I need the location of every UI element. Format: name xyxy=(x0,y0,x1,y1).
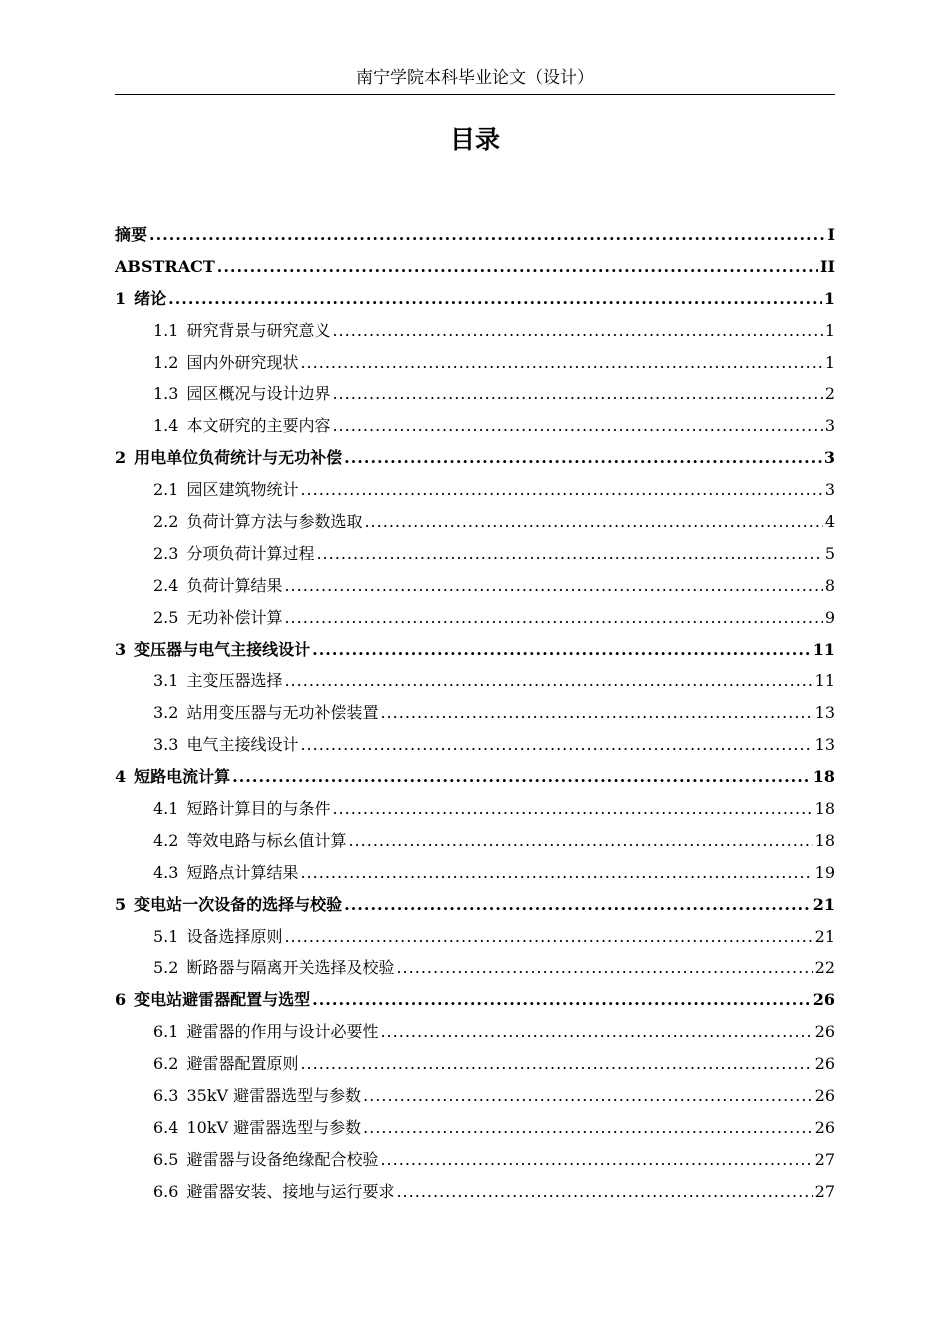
table-of-contents xyxy=(115,219,835,1208)
toc-entry[interactable] xyxy=(115,1016,835,1048)
toc-leader-dots xyxy=(300,474,822,506)
toc-entry-number: 1.3 xyxy=(153,384,179,404)
toc-entry-label: 电气主接线设计 xyxy=(186,735,299,755)
toc-leader-dots xyxy=(312,984,811,1016)
toc-leader-dots xyxy=(284,570,822,602)
toc-leader-dots xyxy=(312,634,811,666)
toc-entry-number: 1.4 xyxy=(153,416,179,436)
toc-entry-number: 4 xyxy=(115,767,127,787)
toc-entry-page: II xyxy=(820,256,835,276)
toc-entry-number: 2 xyxy=(115,448,127,468)
toc-entry-label: 主变压器选择 xyxy=(186,671,283,691)
toc-entry[interactable] xyxy=(115,283,835,315)
toc-entry-number: 4.3 xyxy=(153,862,179,882)
toc-entry-page: 21 xyxy=(814,926,835,946)
toc-entry-label: 负荷计算方法与参数选取 xyxy=(186,512,363,532)
toc-entry-page: 1 xyxy=(824,352,835,372)
toc-entry[interactable] xyxy=(115,1176,835,1208)
toc-entry-number: 1.1 xyxy=(153,320,179,340)
toc-entry-label: 避雷器配置原则 xyxy=(186,1054,299,1074)
toc-leader-dots xyxy=(380,1144,812,1176)
toc-entry-label: 无功补偿计算 xyxy=(186,607,283,627)
toc-entry-page: 26 xyxy=(814,1086,835,1106)
toc-entry[interactable] xyxy=(115,697,835,729)
toc-leader-dots xyxy=(316,538,822,570)
toc-entry-number: 3 xyxy=(115,639,127,659)
toc-entry[interactable] xyxy=(115,921,835,953)
toc-entry[interactable] xyxy=(115,442,835,474)
toc-entry[interactable] xyxy=(115,1144,835,1176)
toc-entry[interactable] xyxy=(115,570,835,602)
toc-entry-label: 用电单位负荷统计与无功补偿 xyxy=(134,448,343,468)
toc-entry-label: 设备选择原则 xyxy=(186,926,283,946)
toc-entry[interactable] xyxy=(115,538,835,570)
toc-entry-page: 26 xyxy=(814,1022,835,1042)
toc-entry-page: 26 xyxy=(814,1117,835,1137)
toc-entry-number: 2.1 xyxy=(153,480,179,500)
toc-entry-page: I xyxy=(827,225,835,244)
toc-entry-page: 19 xyxy=(814,862,835,882)
toc-entry-number: 3.2 xyxy=(153,703,179,723)
toc-entry-number: 6 xyxy=(115,990,127,1010)
toc-entry-number: 5 xyxy=(115,894,127,914)
toc-entry[interactable] xyxy=(115,1112,835,1144)
toc-entry-number: 2.3 xyxy=(153,543,179,563)
toc-entry[interactable] xyxy=(115,825,835,857)
toc-entry-label: 避雷器的作用与设计必要性 xyxy=(186,1022,379,1042)
toc-entry-label: 园区概况与设计边界 xyxy=(186,384,331,404)
toc-entry-number: 1.2 xyxy=(153,352,179,372)
toc-entry-page: 13 xyxy=(814,735,835,755)
toc-leader-dots xyxy=(284,921,812,953)
toc-entry-number: 6.5 xyxy=(153,1149,179,1169)
toc-entry-label: 研究背景与研究意义 xyxy=(186,320,331,340)
toc-entry-number: 2.2 xyxy=(153,512,179,532)
toc-leader-dots xyxy=(149,219,826,251)
toc-entry-page: 18 xyxy=(814,799,835,819)
toc-entry[interactable] xyxy=(115,889,835,921)
toc-entry-page: 5 xyxy=(824,543,835,563)
toc-entry-label: 变压器与电气主接线设计 xyxy=(134,639,311,659)
toc-entry[interactable] xyxy=(115,952,835,984)
toc-leader-dots xyxy=(363,1080,812,1112)
toc-entry-label: 短路点计算结果 xyxy=(186,862,299,882)
toc-entry-page: 1 xyxy=(823,288,835,308)
toc-entry-page: 3 xyxy=(824,416,835,436)
toc-entry[interactable] xyxy=(115,1080,835,1112)
toc-entry-number: 2.5 xyxy=(153,607,179,627)
toc-entry-label: 站用变压器与无功补偿装置 xyxy=(186,703,379,723)
toc-leader-dots xyxy=(300,857,812,889)
toc-leader-dots xyxy=(380,697,812,729)
toc-leader-dots xyxy=(300,347,822,379)
toc-entry-page: 11 xyxy=(814,671,835,691)
toc-entry-number: 3.1 xyxy=(153,671,179,691)
toc-entry-label: 负荷计算结果 xyxy=(186,575,283,595)
toc-entry-number: 3.3 xyxy=(153,735,179,755)
toc-leader-dots xyxy=(300,1048,812,1080)
page-title: 目录 xyxy=(449,125,500,154)
toc-leader-dots xyxy=(344,889,811,921)
toc-entry-page: 4 xyxy=(824,512,835,532)
toc-entry-label: 短路电流计算 xyxy=(134,767,231,787)
toc-entry[interactable] xyxy=(115,665,835,697)
toc-entry[interactable] xyxy=(115,315,835,347)
toc-entry-label: 园区建筑物统计 xyxy=(186,480,299,500)
toc-leader-dots xyxy=(332,793,812,825)
toc-entry-page: 13 xyxy=(814,703,835,723)
toc-entry-page: 8 xyxy=(824,575,835,595)
toc-entry-label: 避雷器与设备绝缘配合校验 xyxy=(186,1149,379,1169)
toc-entry-label: 摘要 xyxy=(115,225,148,244)
toc-entry-label: 断路器与隔离开关选择及校验 xyxy=(186,958,395,978)
toc-entry-label: 避雷器安装、接地与运行要求 xyxy=(186,1181,395,1201)
toc-entry-number: 6.3 xyxy=(153,1086,179,1106)
toc-entry[interactable] xyxy=(115,634,835,666)
toc-entry-page: 11 xyxy=(812,639,835,659)
toc-entry-page: 3 xyxy=(824,480,835,500)
toc-entry[interactable] xyxy=(115,1048,835,1080)
toc-entry-page: 3 xyxy=(823,448,835,468)
toc-entry-page: 18 xyxy=(812,767,835,787)
toc-leader-dots xyxy=(168,283,822,315)
toc-entry[interactable] xyxy=(115,506,835,538)
toc-entry-label: 等效电路与标幺值计算 xyxy=(186,830,347,850)
toc-leader-dots xyxy=(217,251,818,283)
toc-entry[interactable] xyxy=(115,761,835,793)
toc-entry[interactable] xyxy=(115,219,835,251)
toc-entry[interactable] xyxy=(115,984,835,1016)
toc-entry-page: 26 xyxy=(814,1054,835,1074)
toc-leader-dots xyxy=(332,410,822,442)
toc-entry-page: 1 xyxy=(824,320,835,340)
toc-leader-dots xyxy=(232,761,811,793)
toc-leader-dots xyxy=(348,825,812,857)
toc-leader-dots xyxy=(364,506,822,538)
toc-leader-dots xyxy=(332,378,822,410)
toc-entry[interactable] xyxy=(115,410,835,442)
toc-entry-label: 国内外研究现状 xyxy=(186,352,299,372)
toc-leader-dots xyxy=(300,729,812,761)
toc-entry-number: 4.2 xyxy=(153,830,179,850)
toc-entry[interactable] xyxy=(115,347,835,379)
toc-leader-dots xyxy=(284,602,822,634)
header-rule xyxy=(115,94,835,95)
toc-entry-number: 6.1 xyxy=(153,1022,179,1042)
toc-leader-dots xyxy=(380,1016,812,1048)
toc-entry-number: 6.4 xyxy=(153,1117,179,1137)
toc-entry-label: ABSTRACT xyxy=(115,256,215,276)
toc-entry-page: 22 xyxy=(814,958,835,978)
toc-entry-label: 本文研究的主要内容 xyxy=(186,416,331,436)
toc-entry-label: 短路计算目的与条件 xyxy=(186,799,331,819)
toc-entry-number: 4.1 xyxy=(153,799,179,819)
toc-entry-number: 5.1 xyxy=(153,926,179,946)
toc-entry[interactable] xyxy=(115,378,835,410)
toc-leader-dots xyxy=(344,442,822,474)
toc-entry[interactable] xyxy=(115,793,835,825)
toc-entry[interactable] xyxy=(115,729,835,761)
toc-entry-label: 绪论 xyxy=(134,288,167,308)
toc-entry-label: 变电站一次设备的选择与校验 xyxy=(134,894,343,914)
toc-entry-label: 35kV 避雷器选型与参数 xyxy=(186,1086,362,1106)
toc-entry-page: 26 xyxy=(812,990,835,1010)
toc-entry-page: 9 xyxy=(824,607,835,627)
toc-entry-page: 27 xyxy=(814,1181,835,1201)
toc-leader-dots xyxy=(284,665,812,697)
toc-entry-page: 27 xyxy=(814,1149,835,1169)
toc-entry-label: 分项负荷计算过程 xyxy=(186,543,315,563)
toc-entry-number: 1 xyxy=(115,288,127,308)
toc-entry-label: 变电站避雷器配置与选型 xyxy=(134,990,311,1010)
toc-leader-dots xyxy=(332,315,822,347)
toc-entry-page: 21 xyxy=(812,894,835,914)
toc-entry[interactable] xyxy=(115,251,835,283)
toc-leader-dots xyxy=(396,1176,812,1208)
toc-entry-number: 2.4 xyxy=(153,575,179,595)
toc-entry-page: 2 xyxy=(824,384,835,404)
toc-entry-number: 6.2 xyxy=(153,1054,179,1074)
toc-entry-number: 5.2 xyxy=(153,958,179,978)
toc-entry-label: 10kV 避雷器选型与参数 xyxy=(186,1117,362,1137)
toc-entry[interactable] xyxy=(115,857,835,889)
toc-entry-number: 6.6 xyxy=(153,1181,179,1201)
toc-entry-page: 18 xyxy=(814,830,835,850)
toc-leader-dots xyxy=(363,1112,812,1144)
toc-leader-dots xyxy=(396,952,812,984)
toc-entry[interactable] xyxy=(115,602,835,634)
toc-entry[interactable] xyxy=(115,474,835,506)
page-header: 南宁学院本科毕业论文（设计） xyxy=(356,68,594,88)
